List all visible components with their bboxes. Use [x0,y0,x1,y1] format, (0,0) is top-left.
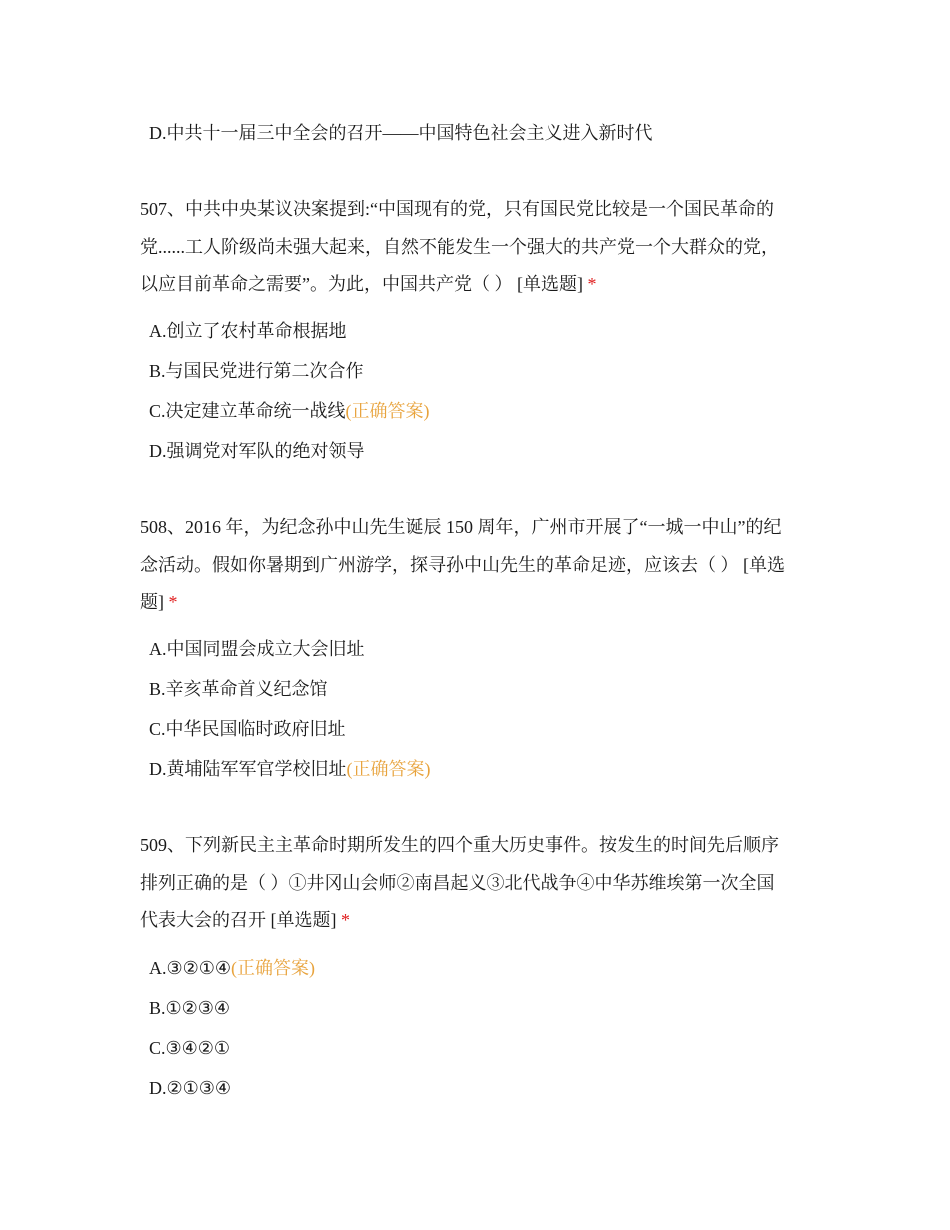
question-line: 党......工人阶级尚未强大起来，自然不能发生一个强大的共产党一个大群众的党， [140,236,779,257]
question-line-text: 题] [140,592,164,612]
question-line: 508、2016 年，为纪念孙中山先生诞辰 150 周年，广州市开展了“一城一中山”的纪 [140,517,782,537]
question-509-option-b [149,996,230,1020]
question-509-option-a [149,956,315,980]
question-508-option-b [149,677,328,701]
question-507-option-b [149,359,364,383]
question-line: 507、中共中央某议决案提到:“中国现有的党，只有国民党比较是一个国民革命的 [140,199,774,219]
question-line [140,902,812,940]
question-line [140,584,812,622]
option-text: A.③②①④ [149,958,232,978]
option-text: B.辛亥革命首义纪念馆 [149,679,328,699]
question-509 [140,827,812,940]
correct-answer-tag: (正确答案) [346,759,431,779]
option-text: B.与国民党进行第二次合作 [149,361,364,381]
question-509-option-c [149,1036,230,1060]
required-mark: * [168,592,178,612]
question-509-option-d [149,1076,231,1100]
question-line-text: 代表大会的召开 [单选题] [140,910,337,930]
option-text: C.决定建立革命统一战线 [149,401,346,421]
question-line-text: 以应目前革命之需要”。为此，中国共产党（ ） [单选题] [140,274,583,294]
question-508-option-c [149,717,346,741]
required-mark: * [587,274,597,294]
question-508-option-d [149,757,431,781]
prev-question-option-d [149,121,653,145]
option-text: D.中共十一届三中全会的召开——中国特色社会主义进入新时代 [149,123,653,143]
correct-answer-tag: (正确答案) [345,401,430,421]
question-line: 排列正确的是（ ）①井冈山会师②南昌起义③北代战争④中华苏维埃第一次全国 [140,872,775,893]
option-text: A.创立了农村革命根据地 [149,321,347,341]
option-text: D.②①③④ [149,1078,232,1098]
option-text: C.③④②① [149,1038,231,1058]
option-text: A.中国同盟会成立大会旧址 [149,639,365,659]
option-text: D.黄埔陆军军官学校旧址 [149,759,347,779]
option-text: D.强调党对军队的绝对领导 [149,441,365,461]
option-text: C.中华民国临时政府旧址 [149,719,346,739]
question-507-option-d [149,439,365,463]
question-508 [140,509,812,622]
question-507-option-c [149,399,430,423]
option-text: B.①②③④ [149,998,231,1018]
correct-answer-tag: (正确答案) [231,958,316,978]
question-line [140,266,812,304]
question-507-option-a [149,319,347,343]
question-508-option-a [149,637,365,661]
required-mark: * [341,910,350,930]
question-line: 509、下列新民主主革命时期所发生的四个重大历史事件。按发生的时间先后顺序 [140,835,779,855]
question-507 [140,191,812,304]
question-line: 念活动。假如你暑期到广州游学，探寻孙中山先生的革命足迹，应该去（ ） [单选 [140,554,785,575]
